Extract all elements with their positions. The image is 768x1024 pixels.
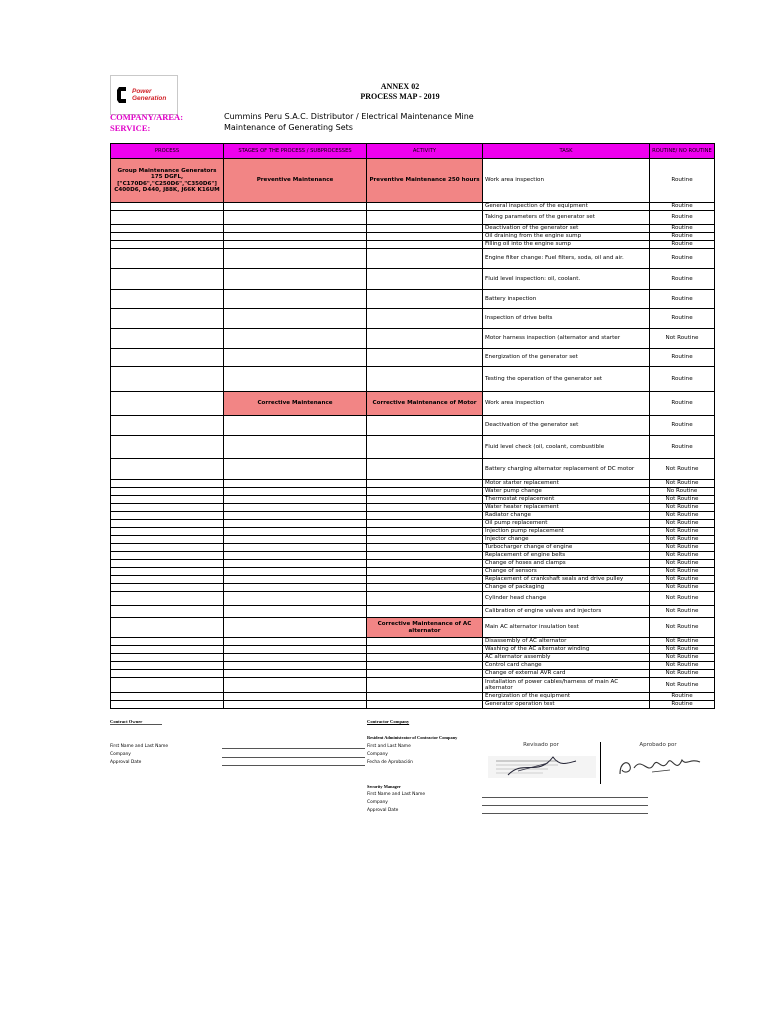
stage-cell (224, 496, 367, 504)
table-row (111, 329, 715, 349)
routine-cell: Not Routine (650, 638, 715, 646)
task-cell: Inspection of drive belts (483, 309, 650, 329)
table-row (111, 480, 715, 488)
reviewer-stamp-icon (488, 751, 596, 781)
table-row (111, 367, 715, 392)
task-cell: Motor starter replacement (483, 480, 650, 488)
table-row (111, 392, 715, 416)
activity-cell (367, 504, 483, 512)
task-cell: Oil draining from the engine sump (483, 233, 650, 241)
task-cell: Fluid level check (oil, coolant, combustible (483, 436, 650, 459)
task-cell: Washing of the AC alternator winding (483, 646, 650, 654)
logo-line1: Power (132, 88, 152, 95)
aprobado-por-label: Aprobado por (639, 742, 677, 748)
process-map-body (111, 159, 715, 709)
task-cell: Water pump change (483, 488, 650, 496)
process-cell (111, 606, 224, 618)
routine-cell: Not Routine (650, 536, 715, 544)
table-row (111, 670, 715, 678)
signature-line (222, 757, 365, 758)
activity-cell (367, 568, 483, 576)
signature-line (482, 797, 648, 798)
company-value: Cummins Peru S.A.C. Distributor / Electrical Maintenance Mine (224, 112, 474, 121)
task-cell: Engine filter change: Fuel filters, soda, oil and air. (483, 249, 650, 269)
activity-cell (367, 436, 483, 459)
routine-cell: Routine (650, 249, 715, 269)
routine-cell: Not Routine (650, 329, 715, 349)
table-row (111, 225, 715, 233)
column-header: TASK (483, 144, 650, 159)
stage-cell (224, 203, 367, 211)
process-cell (111, 638, 224, 646)
process-cell (111, 584, 224, 592)
process-cell (111, 329, 224, 349)
activity-cell: Preventive Maintenance 250 hours (367, 159, 483, 203)
stage-cell (224, 436, 367, 459)
process-cell (111, 416, 224, 436)
routine-cell: Routine (650, 159, 715, 203)
table-row (111, 568, 715, 576)
table-row (111, 504, 715, 512)
table-row (111, 693, 715, 701)
cummins-logo (110, 75, 178, 115)
activity-cell (367, 233, 483, 241)
stage-cell (224, 654, 367, 662)
column-header: ROUTINE/ NO ROUTINE (650, 144, 715, 159)
stage-cell (224, 488, 367, 496)
activity-cell: Corrective Maintenance of Motor (367, 392, 483, 416)
activity-cell (367, 203, 483, 211)
table-row (111, 249, 715, 269)
task-cell: Change of sensors (483, 568, 650, 576)
stage-cell (224, 241, 367, 249)
routine-cell: Routine (650, 309, 715, 329)
process-cell (111, 693, 224, 701)
task-cell: Control card change (483, 662, 650, 670)
stage-cell (224, 552, 367, 560)
task-cell: Work area inspection (483, 392, 650, 416)
routine-cell: Routine (650, 225, 715, 233)
annex-number: ANNEX 02 (380, 82, 420, 91)
process-cell (111, 290, 224, 309)
admin-name-field: First and Last Name (367, 744, 411, 749)
stage-cell (224, 349, 367, 367)
admin-date-field: Fecha de Aprobación (367, 760, 413, 765)
process-cell (111, 568, 224, 576)
task-cell: Replacement of crankshaft seals and drive pulley (483, 576, 650, 584)
resident-admin-heading: Resident Administrator of Contractor Company (367, 735, 458, 740)
routine-cell: No Routine (650, 488, 715, 496)
stage-cell (224, 606, 367, 618)
stage-cell (224, 536, 367, 544)
process-cell (111, 496, 224, 504)
task-cell: Cylinder head change (483, 592, 650, 606)
task-cell: General inspection of the equipment (483, 203, 650, 211)
routine-cell: Not Routine (650, 568, 715, 576)
table-row (111, 290, 715, 309)
stage-cell (224, 670, 367, 678)
activity-cell (367, 560, 483, 568)
activity-cell (367, 496, 483, 504)
task-cell: Water heater replacement (483, 504, 650, 512)
stage-cell (224, 367, 367, 392)
task-cell: Turbocharger change of engine (483, 544, 650, 552)
security-manager-heading: Security Manager (367, 784, 401, 789)
column-header: STAGES OF THE PROCESS / SUBPROCESSES (224, 144, 367, 159)
process-cell (111, 670, 224, 678)
stage-cell (224, 646, 367, 654)
process-cell (111, 552, 224, 560)
signature-line (222, 765, 365, 766)
stage-cell (224, 618, 367, 638)
company-label: COMPANY/AREA: (110, 112, 184, 122)
activity-cell (367, 646, 483, 654)
table-row (111, 488, 715, 496)
task-cell: Change of external AVR card (483, 670, 650, 678)
table-row (111, 203, 715, 211)
process-cell (111, 520, 224, 528)
contract-owner-heading: Contract Owner (110, 719, 143, 724)
task-cell: Battery charging alternator replacement of DC motor (483, 459, 650, 480)
routine-cell: Not Routine (650, 480, 715, 488)
stage-cell (224, 329, 367, 349)
stage-cell (224, 504, 367, 512)
routine-cell: Not Routine (650, 576, 715, 584)
approval-stamps (482, 742, 714, 784)
process-cell (111, 225, 224, 233)
task-cell: Work area inspection (483, 159, 650, 203)
table-row (111, 241, 715, 249)
activity-cell (367, 670, 483, 678)
task-cell: Deactivation of the generator set (483, 416, 650, 436)
table-row (111, 528, 715, 536)
table-row (111, 349, 715, 367)
stage-cell (224, 693, 367, 701)
stage-cell (224, 544, 367, 552)
signature-line (482, 813, 648, 814)
routine-cell: Routine (650, 349, 715, 367)
table-row (111, 576, 715, 584)
routine-cell: Not Routine (650, 670, 715, 678)
task-cell: Injector change (483, 536, 650, 544)
routine-cell: Not Routine (650, 618, 715, 638)
task-cell: Motor harness inspection (alternator and starter (483, 329, 650, 349)
table-row (111, 211, 715, 225)
stage-cell (224, 568, 367, 576)
stage-cell (224, 584, 367, 592)
task-cell: Battery inspection (483, 290, 650, 309)
activity-cell (367, 329, 483, 349)
document-title (330, 82, 470, 102)
activity-cell (367, 584, 483, 592)
activity-cell (367, 678, 483, 693)
security-date-field: Approval Date (367, 808, 399, 813)
owner-name-field: First Name and Last Name (110, 744, 169, 749)
table-header-row (111, 144, 715, 159)
stage-cell (224, 520, 367, 528)
process-cell (111, 560, 224, 568)
process-cell (111, 592, 224, 606)
table-row (111, 536, 715, 544)
activity-cell (367, 576, 483, 584)
table-row (111, 638, 715, 646)
task-cell: Energization of the generator set (483, 349, 650, 367)
task-cell: Energization of the equipment (483, 693, 650, 701)
task-cell: Change of hoses and clamps (483, 560, 650, 568)
table-row (111, 560, 715, 568)
routine-cell: Not Routine (650, 496, 715, 504)
process-cell (111, 211, 224, 225)
activity-cell (367, 211, 483, 225)
routine-cell: Routine (650, 367, 715, 392)
stage-cell: Preventive Maintenance (224, 159, 367, 203)
task-cell: Thermostat replacement (483, 496, 650, 504)
routine-cell: Not Routine (650, 552, 715, 560)
process-cell (111, 678, 224, 693)
process-cell (111, 618, 224, 638)
task-cell: Injection pump replacement (483, 528, 650, 536)
approver-signature-icon (612, 752, 712, 782)
table-row (111, 654, 715, 662)
task-cell: Testing the operation of the generator set (483, 367, 650, 392)
stage-cell (224, 512, 367, 520)
activity-cell (367, 512, 483, 520)
process-cell (111, 646, 224, 654)
activity-cell (367, 249, 483, 269)
task-cell: Taking parameters of the generator set (483, 211, 650, 225)
activity-cell (367, 225, 483, 233)
process-cell (111, 536, 224, 544)
stage-cell (224, 290, 367, 309)
activity-cell (367, 638, 483, 646)
process-cell (111, 233, 224, 241)
activity-cell (367, 459, 483, 480)
table-row (111, 646, 715, 654)
task-cell: Calibration of engine valves and injectors (483, 606, 650, 618)
task-cell: Deactivation of the generator set (483, 225, 650, 233)
activity-cell (367, 367, 483, 392)
stage-cell (224, 269, 367, 290)
stage-cell (224, 576, 367, 584)
activity-cell (367, 480, 483, 488)
activity-cell (367, 349, 483, 367)
routine-cell: Routine (650, 290, 715, 309)
owner-company-field: Company (110, 752, 131, 757)
activity-cell (367, 552, 483, 560)
process-cell (111, 349, 224, 367)
process-cell (111, 269, 224, 290)
routine-cell: Not Routine (650, 560, 715, 568)
activity-cell (367, 662, 483, 670)
stage-cell: Corrective Maintenance (224, 392, 367, 416)
routine-cell: Routine (650, 693, 715, 701)
routine-cell: Routine (650, 233, 715, 241)
task-cell: Radiator change (483, 512, 650, 520)
process-cell (111, 392, 224, 416)
task-cell: Main AC alternator insulation test (483, 618, 650, 638)
divider (110, 724, 162, 725)
stage-cell (224, 249, 367, 269)
revisado-por-label: Revisado por (523, 742, 559, 748)
process-cell (111, 436, 224, 459)
activity-cell (367, 592, 483, 606)
process-cell (111, 367, 224, 392)
table-row (111, 436, 715, 459)
activity-cell (367, 693, 483, 701)
column-header: PROCESS (111, 144, 224, 159)
activity-cell (367, 701, 483, 709)
process-cell (111, 203, 224, 211)
routine-cell: Routine (650, 269, 715, 290)
table-row (111, 592, 715, 606)
activity-cell (367, 654, 483, 662)
table-row (111, 416, 715, 436)
activity-cell (367, 309, 483, 329)
signature-line (482, 805, 648, 806)
cummins-c-icon (115, 84, 129, 106)
service-label: SERVICE: (110, 123, 151, 133)
stage-cell (224, 662, 367, 670)
routine-cell: Not Routine (650, 606, 715, 618)
task-cell: Filling oil into the engine sump (483, 241, 650, 249)
routine-cell: Not Routine (650, 662, 715, 670)
activity-cell (367, 488, 483, 496)
routine-cell: Not Routine (650, 459, 715, 480)
routine-cell: Routine (650, 701, 715, 709)
stage-cell (224, 225, 367, 233)
process-cell (111, 504, 224, 512)
task-cell: Fluid level inspection: oil, coolant. (483, 269, 650, 290)
process-cell (111, 309, 224, 329)
stage-cell (224, 416, 367, 436)
stage-cell (224, 528, 367, 536)
table-row (111, 269, 715, 290)
routine-cell: Not Routine (650, 584, 715, 592)
process-cell (111, 662, 224, 670)
security-company-field: Company (367, 800, 388, 805)
task-cell: Change of packaging (483, 584, 650, 592)
stage-cell (224, 678, 367, 693)
security-name-field: First Name and Last Name (367, 792, 426, 797)
process-cell: Group Maintenance Generators 175 DGFL, ["C170D6","C250D6","C350D6"] C400D6, D440, J88K, J66K K16UM (111, 159, 224, 203)
process-map-title: PROCESS MAP - 2019 (360, 92, 440, 101)
routine-cell: Not Routine (650, 544, 715, 552)
activity-cell (367, 416, 483, 436)
routine-cell: Not Routine (650, 678, 715, 693)
activity-cell (367, 269, 483, 290)
activity-cell (367, 290, 483, 309)
activity-cell (367, 241, 483, 249)
routine-cell: Routine (650, 416, 715, 436)
task-cell: Installation of power cables/harness of main AC alternator (483, 678, 650, 693)
process-cell (111, 512, 224, 520)
stage-cell (224, 233, 367, 241)
routine-cell: Routine (650, 211, 715, 225)
stage-cell (224, 459, 367, 480)
task-cell: Disassembly of AC alternator (483, 638, 650, 646)
routine-cell: Routine (650, 436, 715, 459)
stage-cell (224, 480, 367, 488)
activity-cell (367, 544, 483, 552)
service-value: Maintenance of Generating Sets (224, 123, 353, 132)
table-row (111, 662, 715, 670)
stage-cell (224, 638, 367, 646)
process-cell (111, 701, 224, 709)
activity-cell (367, 536, 483, 544)
routine-cell: Not Routine (650, 654, 715, 662)
activity-cell (367, 528, 483, 536)
process-cell (111, 241, 224, 249)
divider (600, 742, 601, 784)
table-row (111, 544, 715, 552)
table-row (111, 606, 715, 618)
process-cell (111, 480, 224, 488)
logo-line2: Generation (132, 95, 167, 102)
routine-cell: Not Routine (650, 520, 715, 528)
routine-cell: Not Routine (650, 512, 715, 520)
stage-cell (224, 211, 367, 225)
stage-cell (224, 560, 367, 568)
task-cell: Replacement of engine belts (483, 552, 650, 560)
stage-cell (224, 592, 367, 606)
table-row (111, 159, 715, 203)
table-row (111, 512, 715, 520)
table-row (111, 459, 715, 480)
stage-cell (224, 701, 367, 709)
table-row (111, 618, 715, 638)
routine-cell: Routine (650, 241, 715, 249)
task-cell: AC alternator assembly (483, 654, 650, 662)
process-cell (111, 654, 224, 662)
table-row (111, 309, 715, 329)
table-row (111, 520, 715, 528)
task-cell: Oil pump replacement (483, 520, 650, 528)
routine-cell: Routine (650, 203, 715, 211)
table-row (111, 496, 715, 504)
process-cell (111, 576, 224, 584)
signature-line (222, 748, 365, 749)
task-cell: Generator operation test (483, 701, 650, 709)
process-cell (111, 459, 224, 480)
routine-cell: Not Routine (650, 504, 715, 512)
contractor-company-heading: Contractor Company (367, 719, 410, 724)
table-row (111, 552, 715, 560)
stage-cell (224, 309, 367, 329)
routine-cell: Routine (650, 392, 715, 416)
table-row (111, 678, 715, 693)
routine-cell: Not Routine (650, 592, 715, 606)
process-cell (111, 488, 224, 496)
table-row (111, 701, 715, 709)
activity-cell: Corrective Maintenance of AC alternator (367, 618, 483, 638)
table-row (111, 233, 715, 241)
process-map-table (110, 143, 715, 709)
process-cell (111, 249, 224, 269)
owner-date-field: Approval Date (110, 760, 142, 765)
process-cell (111, 528, 224, 536)
routine-cell: Not Routine (650, 646, 715, 654)
table-row (111, 584, 715, 592)
activity-cell (367, 606, 483, 618)
process-cell (111, 544, 224, 552)
column-header: ACTIVITY (367, 144, 483, 159)
admin-company-field: Company (367, 752, 388, 757)
activity-cell (367, 520, 483, 528)
routine-cell: Not Routine (650, 528, 715, 536)
